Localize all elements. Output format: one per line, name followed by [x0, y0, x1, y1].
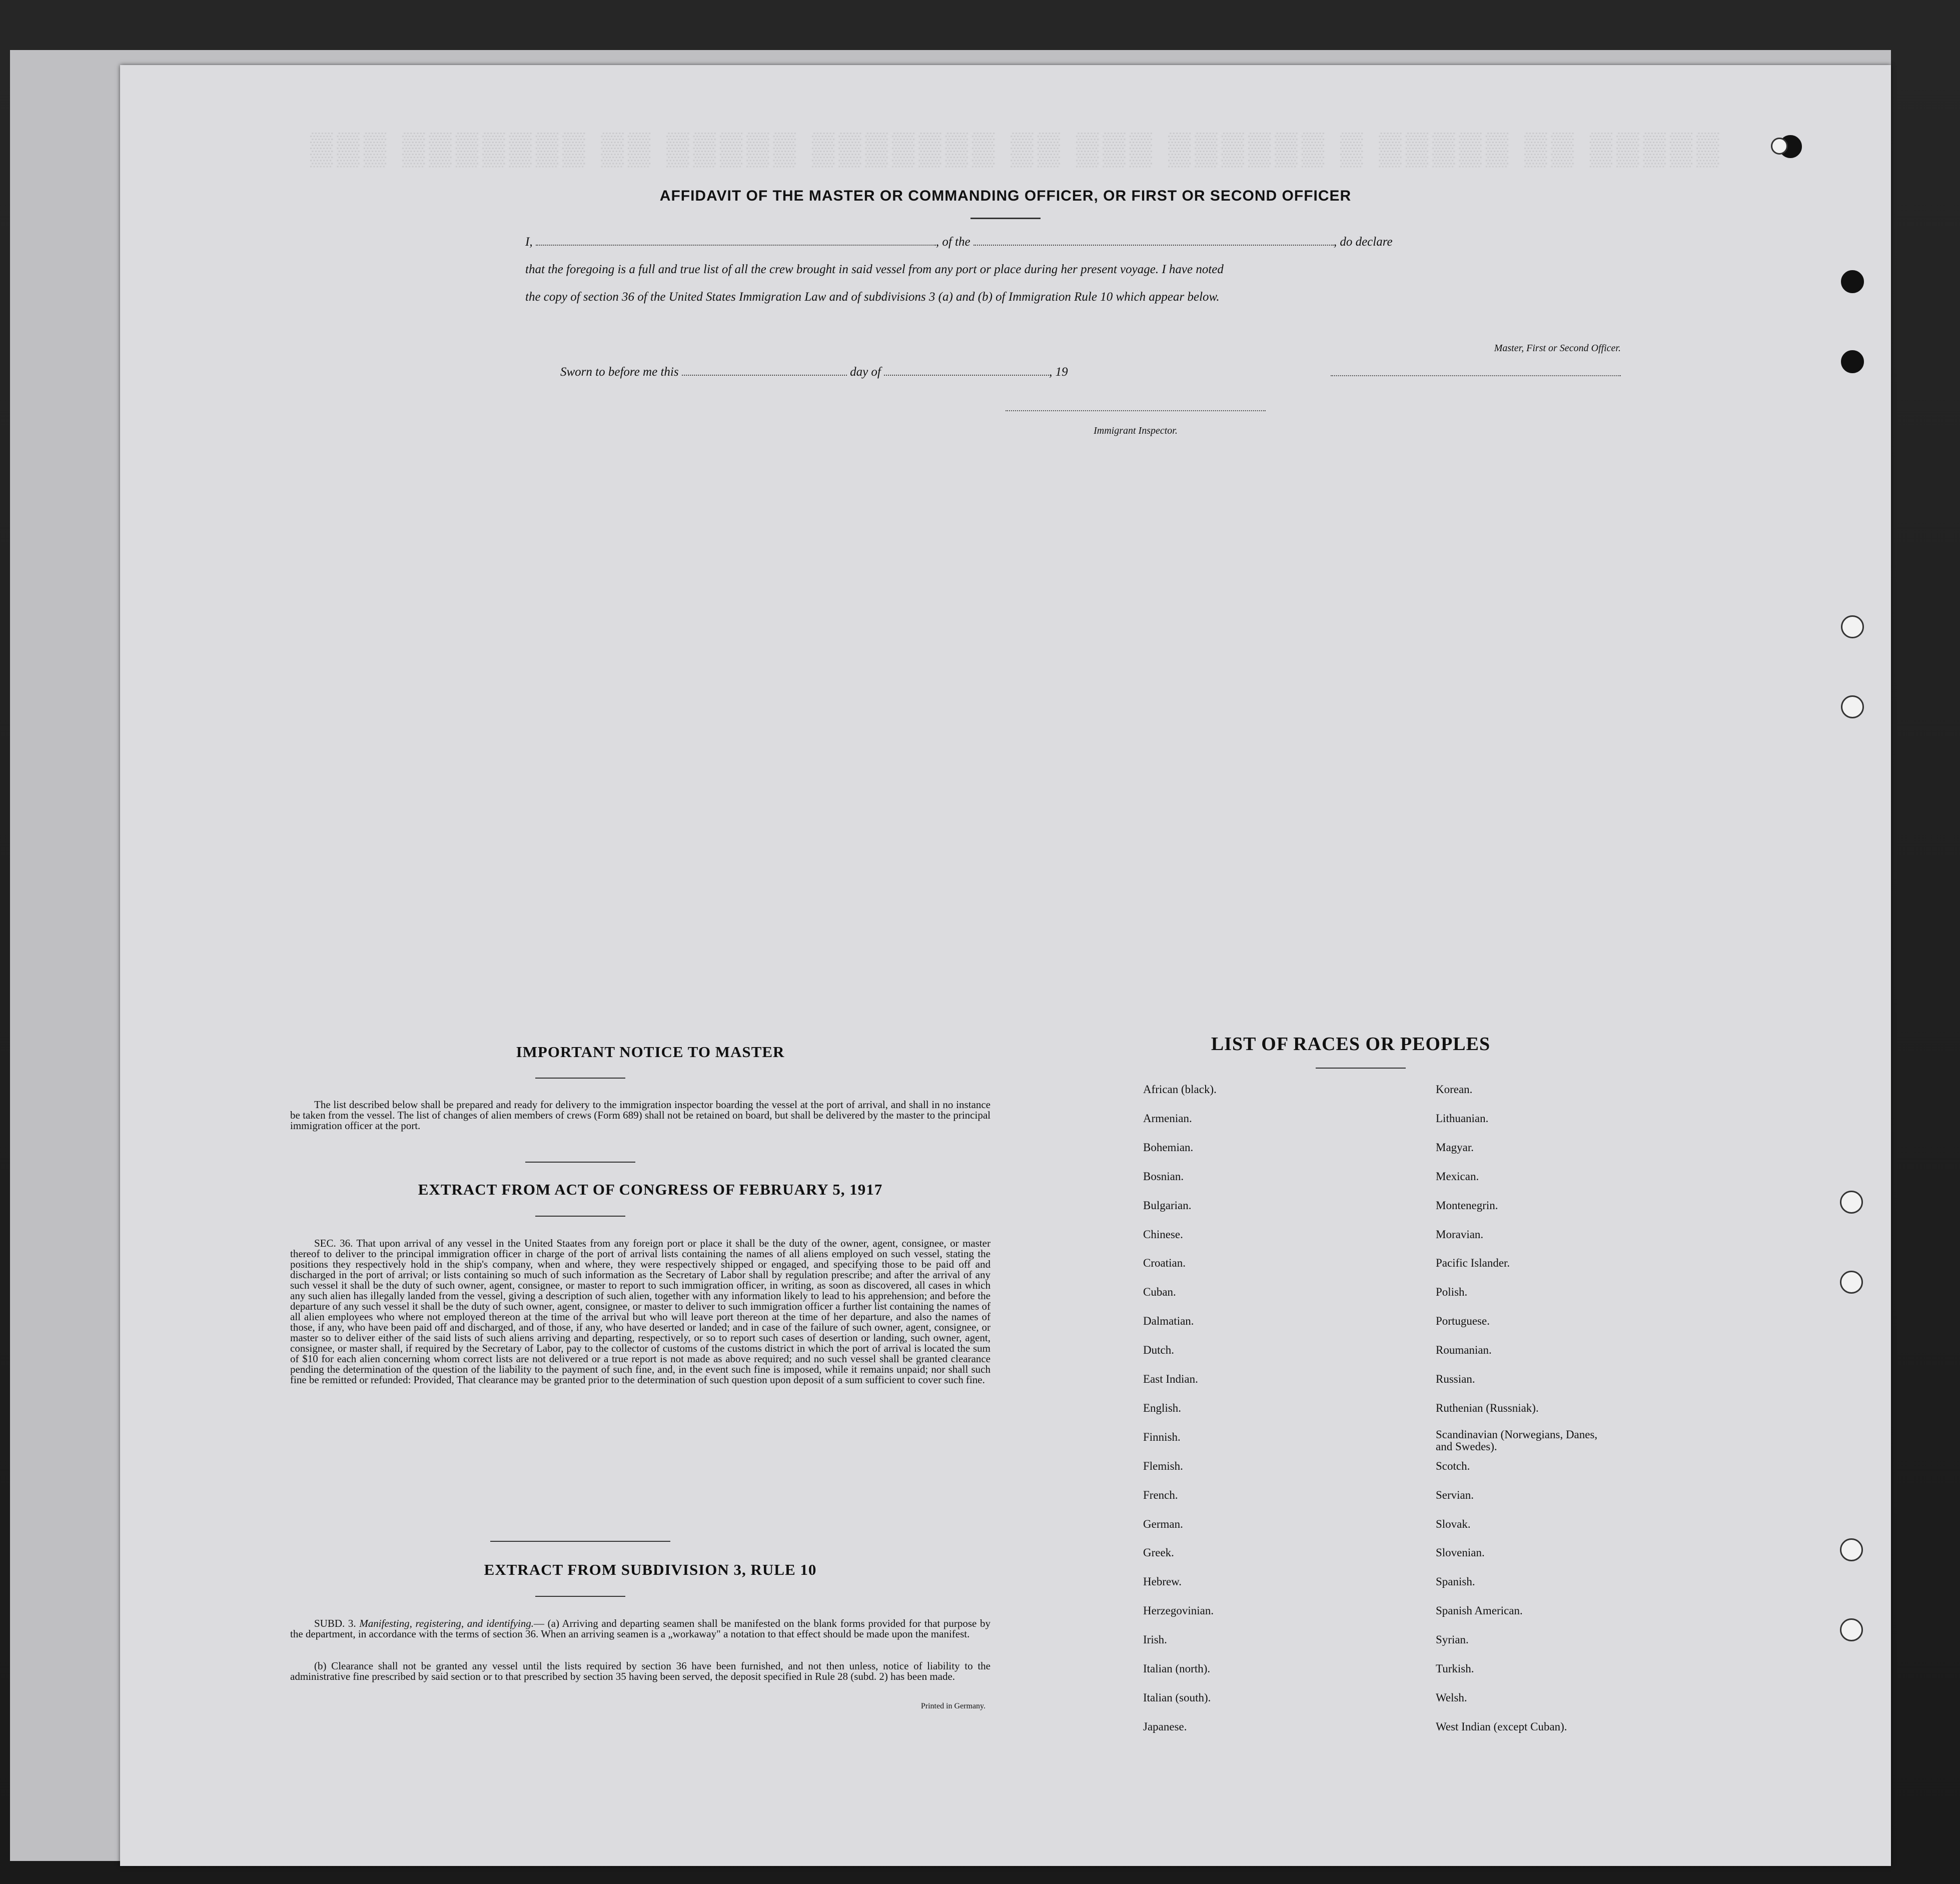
race-item: Moravian. — [1436, 1228, 1484, 1241]
subdivision-3a-text: SUBD. 3. Manifesting, registering, and identifying.— (a) Arriving and departing seamen shall be manifested on the blank forms provided for that purpose by the department, in accordance with the terms of section 36. When an arriving seamen is a „workaway" a notation to that effect should be made upon the manifest. — [290, 1617, 991, 1640]
sworn-line: Sworn to before me this day of , 19 — [560, 365, 1068, 379]
inspector-signature-line[interactable] — [1006, 410, 1266, 411]
race-item: Spanish. — [1436, 1575, 1475, 1588]
divider — [970, 218, 1041, 219]
sworn-day-blank[interactable] — [682, 375, 847, 376]
signature-line[interactable] — [1331, 375, 1621, 376]
race-item: West Indian (except Cuban). — [1436, 1720, 1567, 1733]
race-item: Irish. — [1143, 1633, 1167, 1646]
document-page — [120, 65, 1891, 1866]
race-item: Magyar. — [1436, 1141, 1474, 1154]
printed-in-germany: Printed in Germany. — [920, 1702, 986, 1710]
race-item: Pacific Islander. — [1436, 1257, 1510, 1269]
subdivision-3b-text: (b) Clearance shall not be granted any vessel until the lists required by section 36 have been furnished, and not then unless, notice of liability to the administrative fine prescribed by said section or to that prescribed by section 35 having been served, the deposit specified in Rule 28 (subd. 2) has been made. — [290, 1660, 991, 1682]
race-item: African (black). — [1143, 1083, 1217, 1096]
race-item: Croatian. — [1143, 1257, 1186, 1269]
race-item: Italian (north). — [1143, 1662, 1211, 1675]
race-item: Korean. — [1436, 1083, 1473, 1096]
rule-extract-title: EXTRACT FROM SUBDIVISION 3, RULE 10 — [484, 1561, 817, 1578]
affidavit-line-3: the copy of section 36 of the United States Immigration Law and of subdivisions 3 (a) and (b) of Immigration Rule 10 which appear below. — [525, 290, 1220, 304]
race-item: English. — [1143, 1402, 1182, 1414]
race-item: Turkish. — [1436, 1662, 1474, 1675]
race-item: Italian (south). — [1143, 1691, 1211, 1704]
divider — [535, 1216, 625, 1217]
act-extract-title: EXTRACT FROM ACT OF CONGRESS OF FEBRUARY 5, 1917 — [418, 1181, 883, 1198]
punch-hole — [1840, 1271, 1863, 1294]
race-item: Spanish American. — [1436, 1604, 1523, 1617]
punch-hole — [1841, 615, 1864, 638]
punch-hole — [1840, 1191, 1863, 1214]
inspector-label: Immigrant Inspector. — [1094, 425, 1178, 436]
race-item: Polish. — [1436, 1286, 1468, 1298]
punch-hole — [1841, 270, 1864, 293]
race-item: Ruthenian (Russniak). — [1436, 1402, 1539, 1414]
race-item: Armenian. — [1143, 1112, 1192, 1125]
race-item: Flemish. — [1143, 1460, 1183, 1472]
punch-hole — [1841, 350, 1864, 373]
race-item: Slovak. — [1436, 1518, 1471, 1530]
race-item: Bohemian. — [1143, 1141, 1194, 1154]
sworn-month-blank[interactable] — [884, 375, 1049, 376]
race-item: Bulgarian. — [1143, 1199, 1192, 1212]
race-item: Herzegovinian. — [1143, 1604, 1214, 1617]
affidavit-title: AFFIDAVIT OF THE MASTER OR COMMANDING OFFICER, OR FIRST OR SECOND OFFICER — [659, 188, 1352, 204]
notice-text: The list described below shall be prepared and ready for delivery to the immigration inspector boarding the vessel at the port of arrival, and shall in no instance be taken from the vessel. The list of changes of alien members of crews (Form 689) shall not be retained on board, but shall be delivered by the master to the principal immigration officer at the port. — [290, 1099, 991, 1132]
section-36-text: SEC. 36. That upon arrival of any vessel in the United Staates from any foreign port or place it shall be the duty of the owner, agent, consignee, or master thereof to deliver to the principal immigration officer in charge of the port of arrival lists containing the names of all aliens employed on such vessel, stating the positions they respectively hold in the ship's company, when and where, they were respectively shipped or engaged, and specifying those to be paid off and discharged in the port of arrival; or lists containing so much of such information as the Secretary of Labor shall by regulation prescribe; and after the arrival of any such vessel it shall be the duty of such owner, agent, consignee, or master to report to such immigration officer, in writing, as soon as discovered, all cases in which any such alien has illegally landed from the vessel, giving a description of such alien, together with any information likely to lead to his apprehension; and before the departure of any such vessel it shall be the duty of such owner, agent, consignee, or master to deliver to such immigration officer a further list containing the names of all alien employees who where not employed thereon at the time of the arrival but who will leave port thereon at the time of her departure, and also the names of those, if any, who have been paid off and discharged, and of those, if any, who have deserted or landed; and in case of the failure of such owner, agent, consignee, or master so to deliver either of the said lists of such aliens arriving and departing, respectively, or so to report such cases of desertion or landing, such owner, agent, consignee, or master shall, if required by the Secretary of Labor, pay to the collector of customs of the customs district in which the port of arrival is located the sum of $10 for each alien concerning whom correct lists are not delivered or a true report is not made as above required; and no such vessel shall be granted clearance pending the determination of the question of the liability to the payment of such fine, and, in the event such fine is imposed, while it remains unpaid; nor shall such fine be remitted or refunded: Provided, That clearance may be granted prior to the determination of such question upon deposit of a sum sufficient to cover such fine. — [290, 1237, 991, 1386]
punch-hole — [1771, 138, 1788, 155]
race-item: Dalmatian. — [1143, 1315, 1194, 1327]
name-blank[interactable] — [536, 245, 936, 246]
race-item: Roumanian. — [1436, 1344, 1492, 1356]
race-item: Chinese. — [1143, 1228, 1183, 1241]
race-item: Dutch. — [1143, 1344, 1174, 1356]
race-item: Japanese. — [1143, 1720, 1187, 1733]
divider — [535, 1078, 625, 1079]
divider — [535, 1596, 625, 1597]
race-item: Bosnian. — [1143, 1170, 1184, 1183]
race-item: Mexican. — [1436, 1170, 1479, 1183]
race-item: Hebrew. — [1143, 1575, 1182, 1588]
race-item: Russian. — [1436, 1373, 1475, 1385]
race-item: Syrian. — [1436, 1633, 1469, 1646]
punch-hole — [1841, 695, 1864, 718]
race-item: Montenegrin. — [1436, 1199, 1498, 1212]
punch-hole — [1840, 1618, 1863, 1641]
race-item: Servian. — [1436, 1489, 1474, 1501]
race-item: Lithuanian. — [1436, 1112, 1489, 1125]
vessel-blank[interactable] — [973, 245, 1334, 246]
race-item: Scandinavian (Norwegians, Danes, and Swedes). — [1436, 1428, 1598, 1453]
race-item: East Indian. — [1143, 1373, 1198, 1385]
punch-hole — [1840, 1538, 1863, 1561]
race-item: Cuban. — [1143, 1286, 1176, 1298]
bleed-through-text: ▒▒▒ ▒▒▒▒▒▒▒ ▒▒ ▒▒▒▒▒ ▒▒▒▒▒▒▒ ▒▒ ▒▒▒ ▒▒▒▒▒▒ ▒ ▒▒▒▒▒ ▒▒ ▒▒▒▒▒ — [310, 131, 1723, 166]
affidavit-line-2: that the foregoing is a full and true list of all the crew brought in said vessel from any port or place during her present voyage. I have noted — [525, 263, 1224, 276]
signature-label: Master, First or Second Officer. — [1494, 343, 1621, 354]
divider — [490, 1541, 670, 1542]
race-item: Slovenian. — [1436, 1546, 1485, 1559]
notice-title: IMPORTANT NOTICE TO MASTER — [516, 1043, 785, 1061]
race-item: Scotch. — [1436, 1460, 1470, 1472]
race-item: German. — [1143, 1518, 1183, 1530]
race-item: Greek. — [1143, 1546, 1174, 1559]
race-item: Finnish. — [1143, 1431, 1181, 1443]
divider — [525, 1162, 635, 1163]
races-title: LIST OF RACES OR PEOPLES — [1211, 1034, 1491, 1055]
race-item: Welsh. — [1436, 1691, 1467, 1704]
divider — [1316, 1068, 1406, 1069]
race-item: Portuguese. — [1436, 1315, 1490, 1327]
race-item: French. — [1143, 1489, 1178, 1501]
affidavit-line-1: I, , of the , do declare — [525, 235, 1393, 249]
